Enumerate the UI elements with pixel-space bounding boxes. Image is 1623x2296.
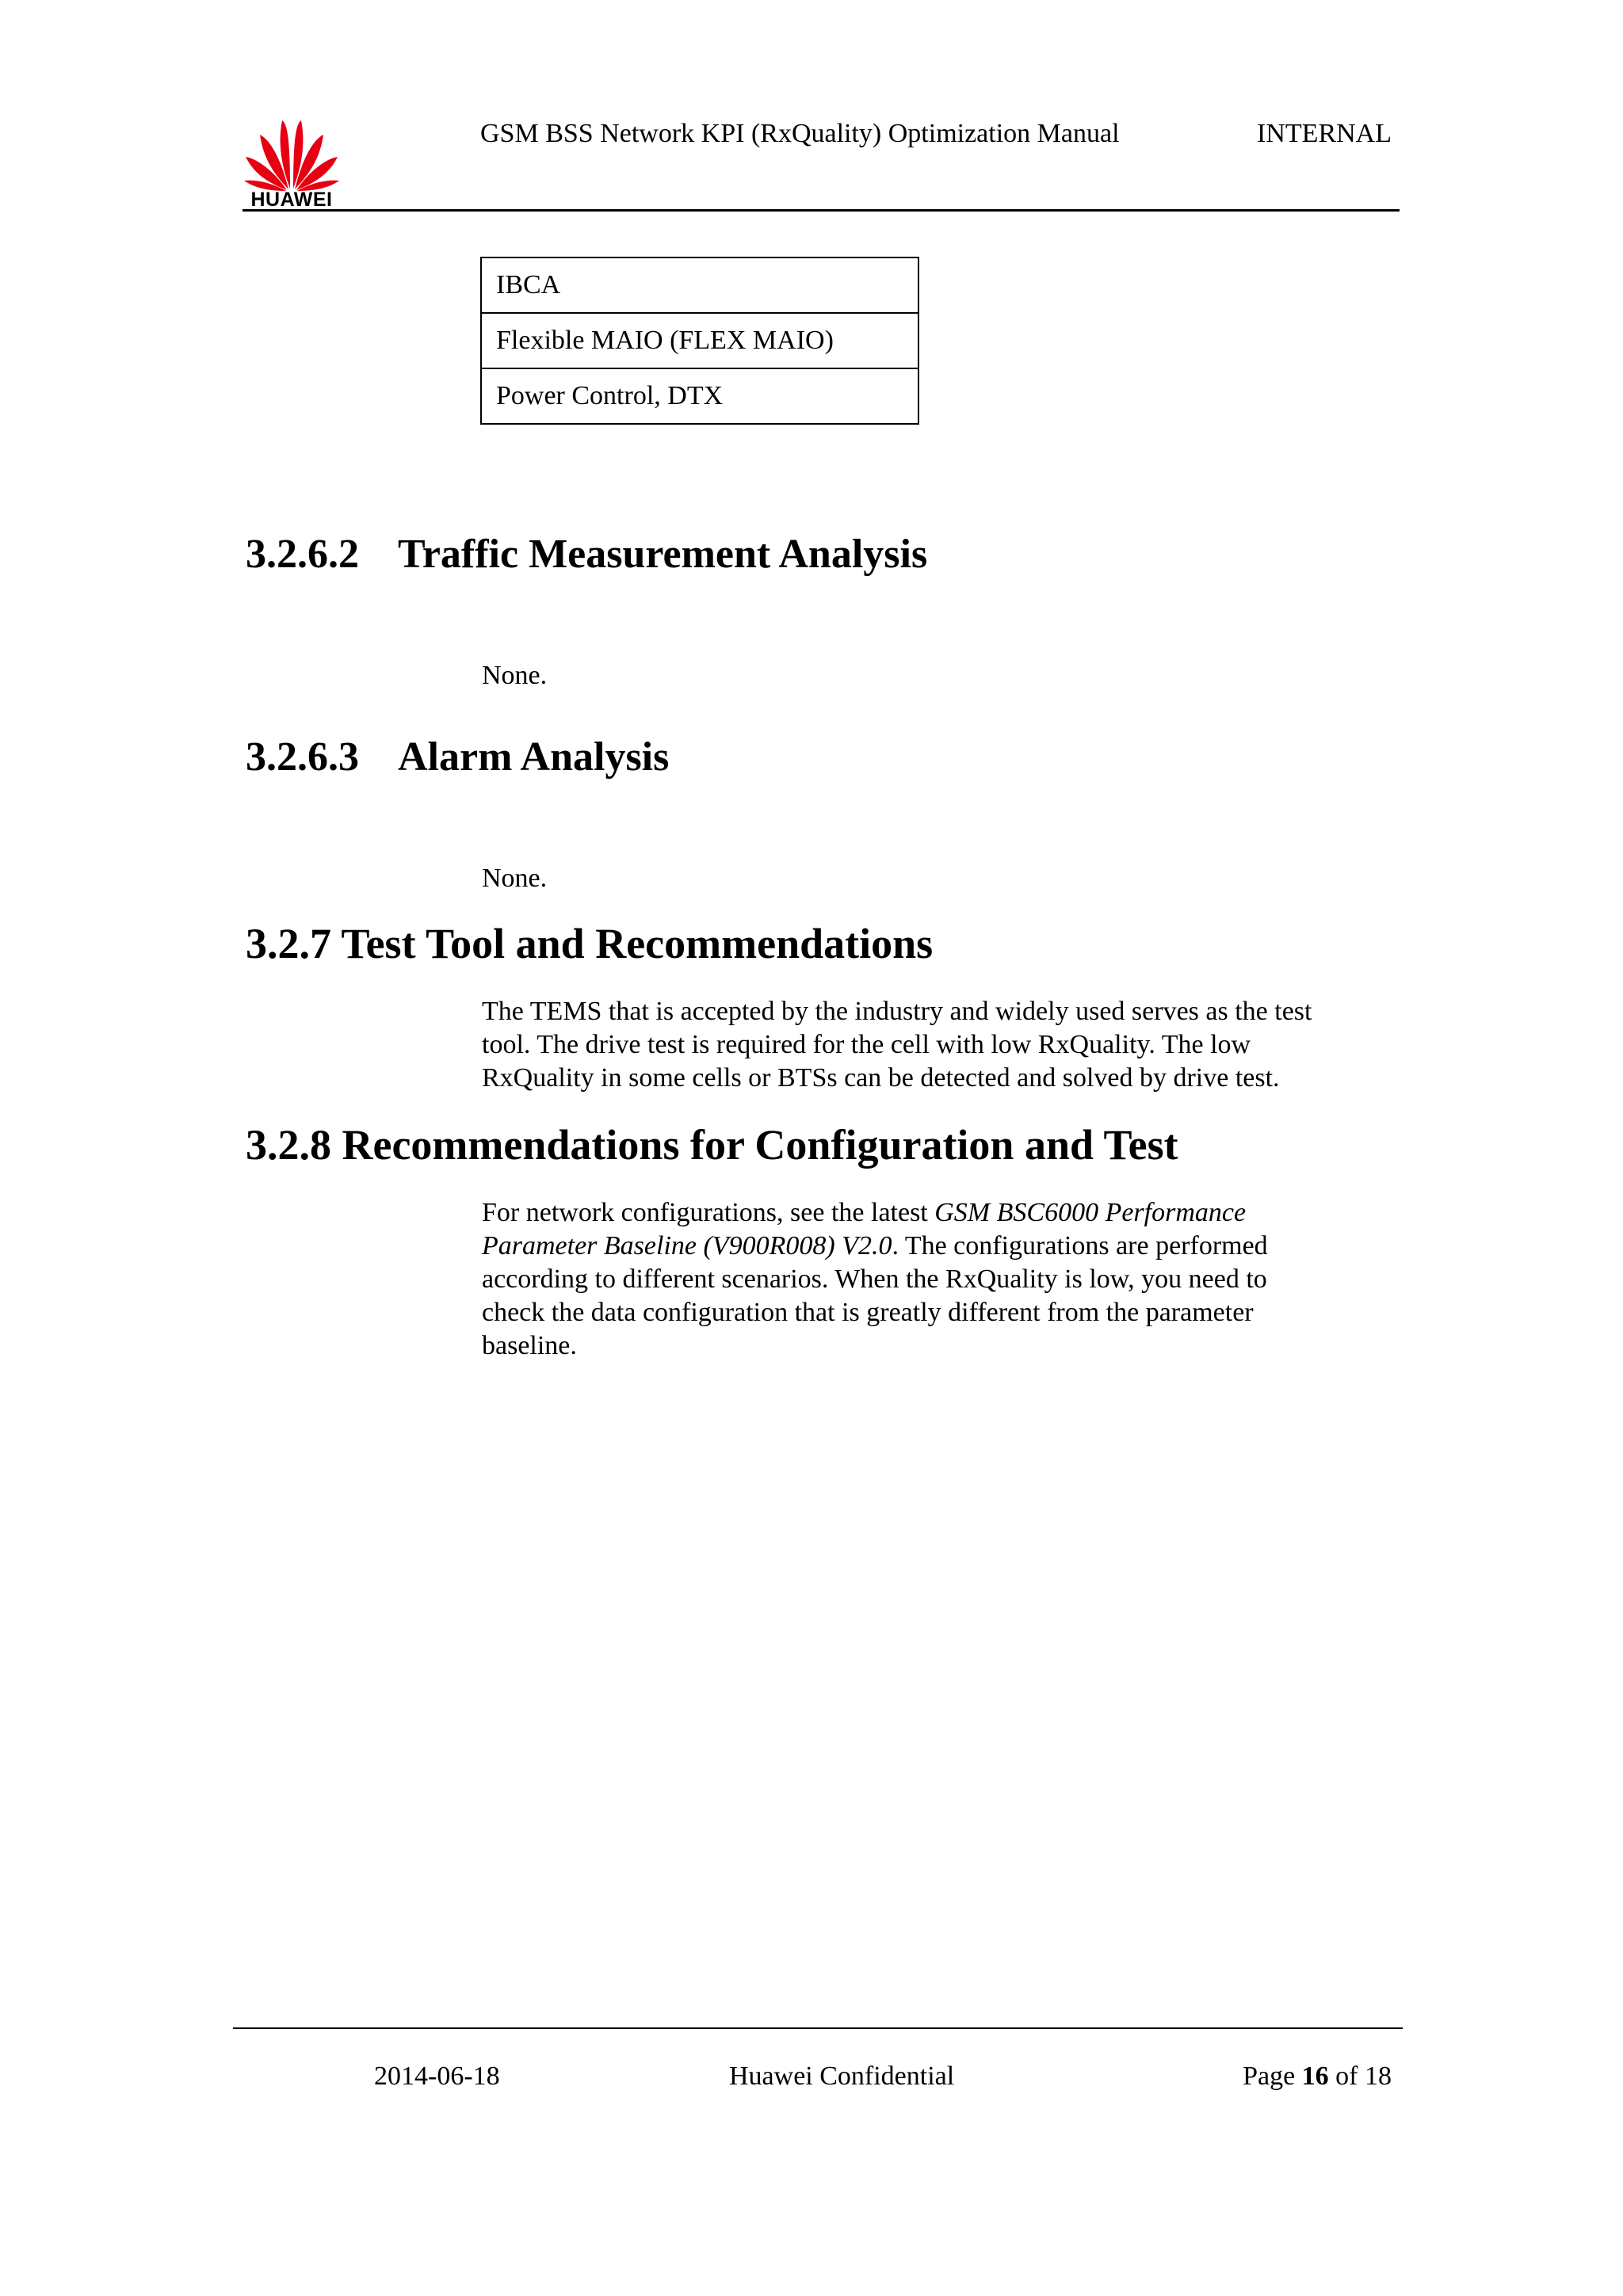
body-line: check the data configuration that is greatly different from the parameter — [482, 1298, 1254, 1327]
table-cell: IBCA — [481, 257, 918, 313]
heading-test-tool: 3.2.7 Test Tool and Recommendations — [246, 920, 934, 967]
table-row — [481, 257, 918, 313]
heading-alarm-analysis — [246, 734, 669, 780]
body-text: For network configurations, see the latest — [482, 1198, 935, 1227]
heading-config-test: 3.2.8 Recommendations for Configuration and Test — [246, 1121, 1178, 1169]
feature-table — [480, 257, 919, 425]
section-title: Traffic Measurement Analysis — [398, 532, 928, 577]
document-title: GSM BSS Network KPI (RxQuality) Optimization Manual — [480, 119, 1120, 148]
body-line: RxQuality in some cells or BTSs can be detected and solved by drive test. — [482, 1063, 1280, 1093]
table-cell: Power Control, DTX — [481, 368, 918, 424]
body-line: The TEMS that is accepted by the industry and widely used serves as the test — [482, 997, 1312, 1026]
footer-confidential: Huawei Confidential — [729, 2061, 955, 2091]
heading-traffic-measurement — [246, 531, 927, 578]
page-middle: of — [1328, 2061, 1365, 2091]
section-number: 3.2.6.2 — [246, 532, 359, 577]
header-divider — [242, 209, 1400, 212]
table-row — [481, 313, 918, 368]
page-total: 18 — [1365, 2061, 1392, 2091]
body-line: tool. The drive test is required for the cell with low RxQuality. The low — [482, 1030, 1251, 1059]
logo-wordmark: HUAWEI — [250, 189, 333, 211]
footer-divider — [233, 2027, 1403, 2029]
body-text: None. — [482, 864, 548, 893]
config-body — [482, 1196, 1417, 1363]
test-tool-body — [482, 995, 1417, 1095]
body-line — [482, 1230, 1417, 1263]
body-line: baseline. — [482, 1331, 577, 1360]
section-number: 3.2.6.3 — [246, 734, 359, 780]
huawei-petals-icon — [242, 113, 341, 192]
document-reference: GSM BSC6000 Performance — [934, 1198, 1247, 1227]
body-text: None. — [482, 661, 548, 690]
page-prefix: Page — [1243, 2061, 1302, 2091]
section-title: Alarm Analysis — [398, 734, 670, 780]
body-line: according to different scenarios. When the RxQuality is low, you need to — [482, 1264, 1267, 1294]
alarm-body — [482, 862, 1417, 895]
footer-date: 2014-06-18 — [374, 2061, 500, 2091]
body-line — [482, 1196, 1417, 1230]
body-text: . The configurations are performed — [892, 1231, 1268, 1261]
classification-label: INTERNAL — [1257, 119, 1392, 148]
table-row — [481, 368, 918, 424]
page-number: 16 — [1301, 2061, 1329, 2091]
traffic-body — [482, 659, 1417, 692]
document-reference: Parameter Baseline (V900R008) V2.0 — [482, 1231, 892, 1261]
page-indicator — [1243, 2061, 1392, 2092]
table-cell: Flexible MAIO (FLEX MAIO) — [481, 313, 918, 368]
